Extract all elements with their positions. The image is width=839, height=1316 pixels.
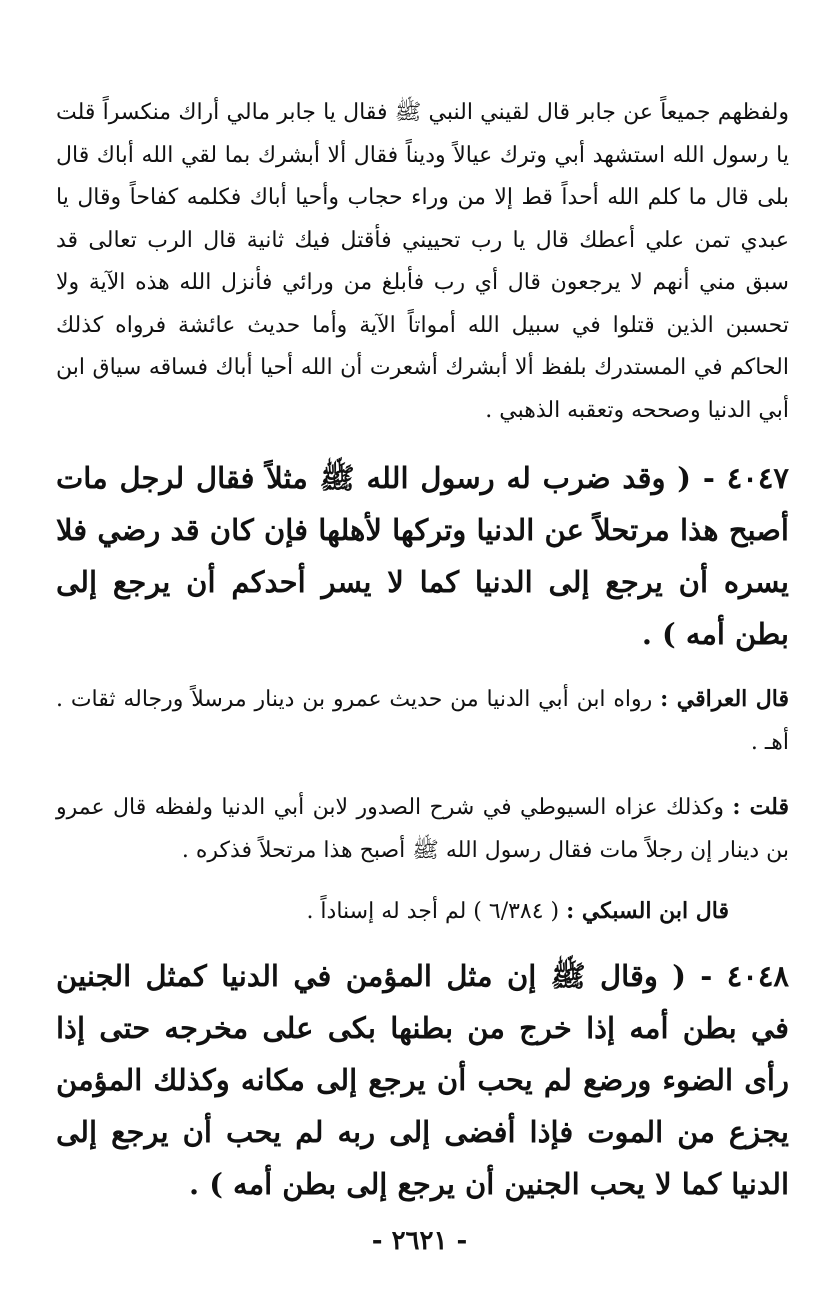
iraqi-note	[56, 678, 789, 764]
qult-text: وكذلك عزاه السيوطي في شرح الصدور لابن أبي الدنيا ولفظه قال عمرو بن دينار إن رجلاً مات فقال رسول الله ﷺ أصبح هذا مرتحلاً فذكره .	[56, 795, 789, 863]
page-number: - ٢٦٢١ -	[371, 1226, 468, 1256]
subki-note	[56, 890, 789, 934]
hadith-4048: ٤٠٤٨ - ( وقال ﷺ إن مثل المؤمن في الدنيا كمثل الجنين في بطن أمه إذا خرج من بطنها بكى على مخرجه حتى إذا رأى الضوء ورضع لم يحب أن يرجع إلى مكانه وكذلك المؤمن يجزع من الموت فإذا أفضى إلى ربه لم يحب أن يرجع إلى الدنيا كما لا يحب الجنين أن يرجع إلى بطن أمه ) .	[56, 958, 789, 1201]
subki-label: قال ابن السبكي :	[566, 898, 729, 924]
iraqi-text: رواه ابن أبي الدنيا من حديث عمرو بن دينار مرسلاً ورجاله ثقات . أهـ .	[56, 687, 789, 755]
hadith-4047: ٤٠٤٧ - ( وقد ضرب له رسول الله ﷺ مثلاً فقال لرجل مات أصبح هذا مرتحلاً عن الدنيا وتركها لأهلها فإن كان قد رضي فلا يسره أن يرجع إلى الدنيا كما لا يسر أحدكم أن يرجع إلى بطن أمه ) .	[56, 461, 789, 651]
iraqi-label: قال العراقي :	[660, 686, 789, 712]
qult-note	[56, 786, 789, 872]
subki-text: ( ٦/٣٨٤ ) لم أجد له إسناداً .	[306, 899, 560, 924]
qult-label: قلت :	[732, 794, 789, 820]
commentary-paragraph: ولفظهم جميعاً عن جابر قال لقيني النبي ﷺ فقال يا جابر مالي أراك منكسراً قلت يا رسول الله استشهد أبي وترك عيالاً وديناً فقال ألا أبشرك بما لقي الله أباك قال بلى قال ما كلم الله أحداً قط إلا من وراء حجاب وأحيا أباك فكلمه كفاحاً وقال يا عبدي تمن علي أعطك قال يا رب تحييني فأقتل فيك ثانية قال الرب تعالى قد سبق مني أنهم لا يرجعون قال أي رب فأبلغ من ورائي فأنزل الله هذه الآية ولا تحسبن الذين قتلوا في سبيل الله أمواتاً الآية وأما حديث عائشة فرواه كذلك الحاكم في المستدرك بلفظ ألا أبشرك أشعرت أن الله أحيا أباك فساقه سياق ابن أبي الدنيا وصححه وتعقبه الذهبي .	[56, 100, 789, 423]
